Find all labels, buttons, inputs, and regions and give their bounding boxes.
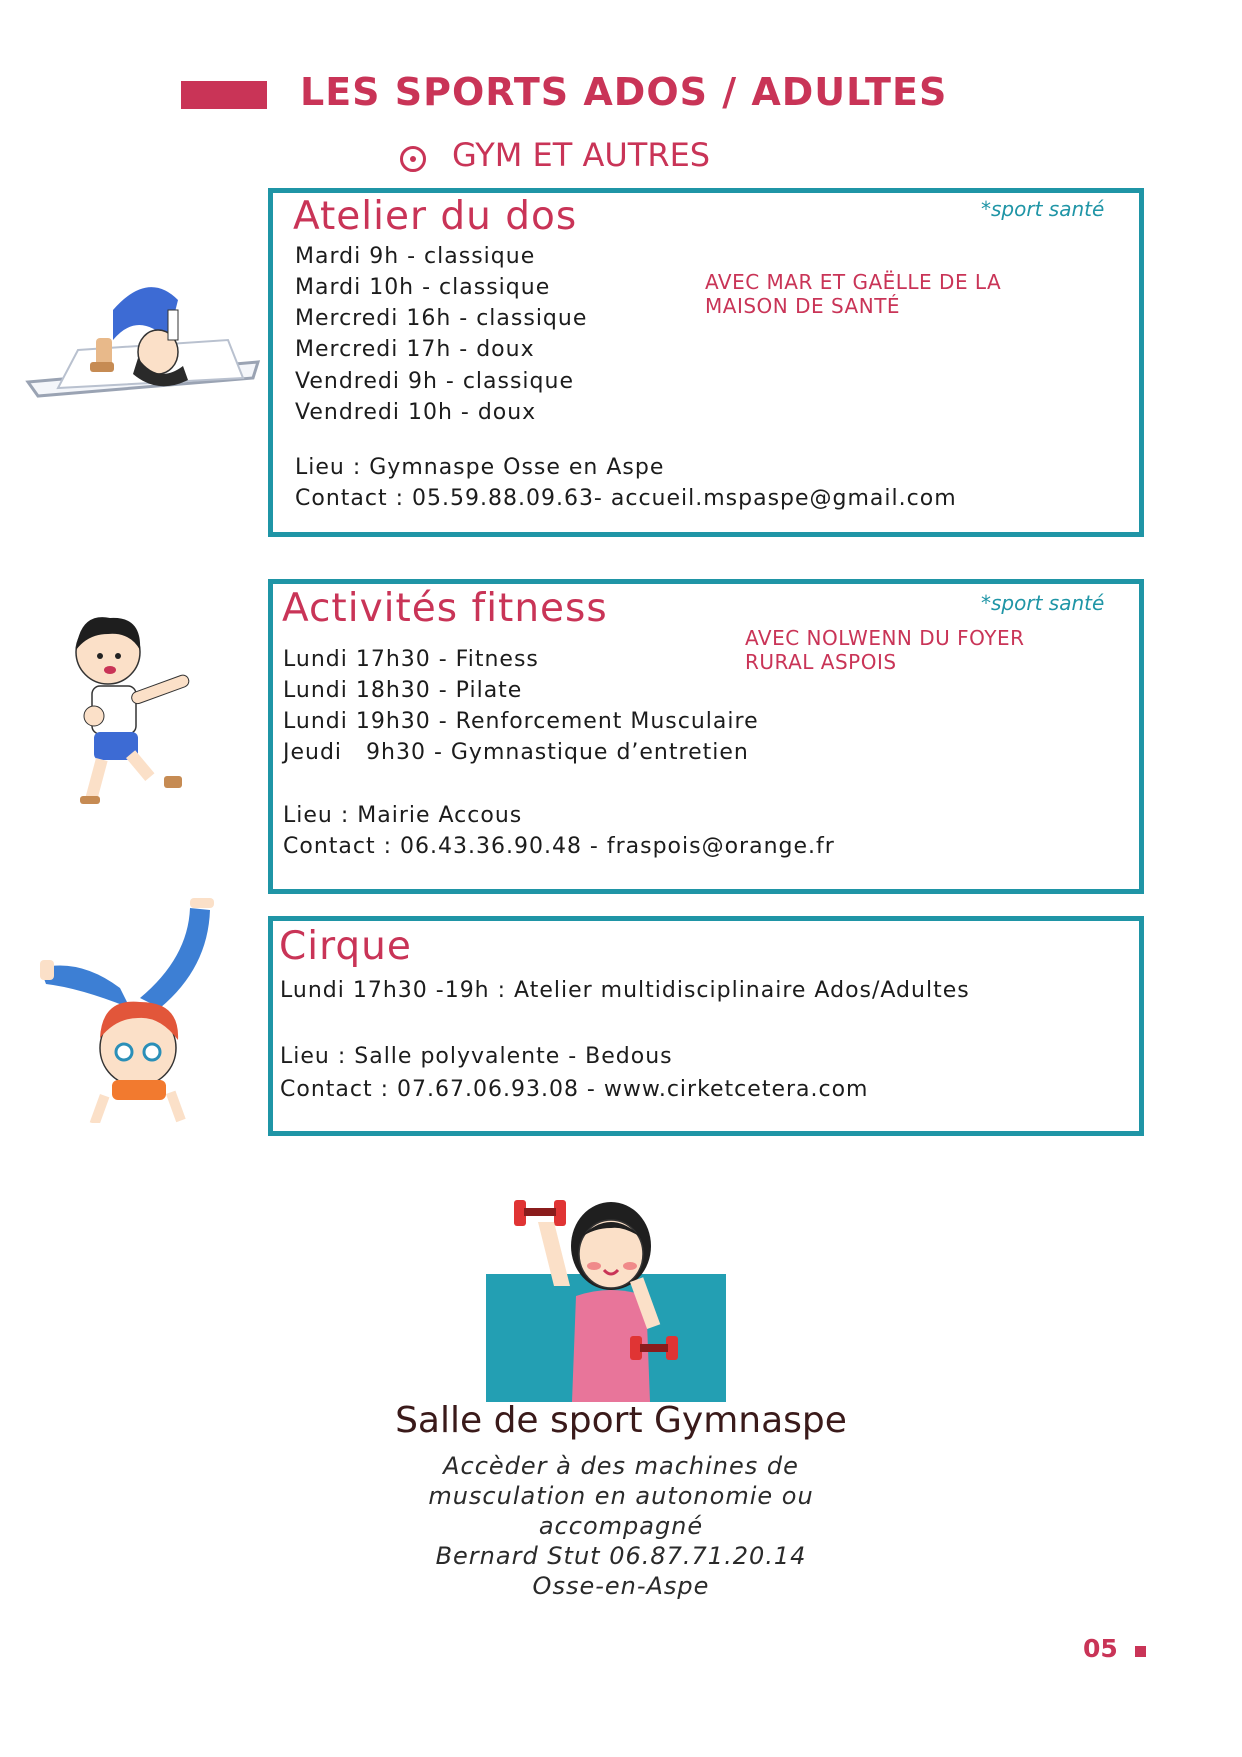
header-accent-bar — [181, 81, 267, 109]
location-line: Lieu : Gymnaspe Osse en Aspe — [295, 455, 665, 480]
sport-sante-tag: *sport santé — [981, 197, 1105, 221]
schedule-line: Vendredi 9h - classique — [295, 369, 574, 394]
schedule-line: Mardi 10h - classique — [295, 275, 551, 300]
gymnaspe-description-line: accompagné — [538, 1512, 704, 1540]
schedule-line: Lundi 19h30 - Renforcement Musculaire — [283, 709, 759, 734]
schedule-line: Lundi 18h30 - Pilate — [283, 678, 523, 703]
schedule-line: Lundi 17h30 -19h : Atelier multidisciplinaire Ados/Adultes — [280, 978, 970, 1003]
fitness-boy-illustration-icon — [60, 612, 210, 812]
schedule-line: Mercredi 16h - classique — [295, 306, 588, 331]
gymnaspe-description-line: Accèder à des machines de — [443, 1452, 799, 1480]
atelier-du-dos-title: Atelier du dos — [293, 194, 578, 239]
page-title: LES SPORTS ADOS / ADULTES — [300, 70, 948, 114]
back-stretch-illustration-icon — [18, 270, 263, 402]
schedule-line: Lundi 17h30 - Fitness — [283, 647, 539, 672]
schedule-line: Jeudi 9h30 - Gymnastique d’entretien — [283, 740, 749, 765]
sport-sante-tag: *sport santé — [981, 591, 1105, 615]
gymnaspe-title: Salle de sport Gymnaspe — [395, 1400, 847, 1441]
atelier-du-dos-card — [268, 188, 1144, 537]
location-line: Lieu : Mairie Accous — [283, 803, 523, 828]
organizer-line: MAISON DE SANTÉ — [705, 294, 901, 318]
organizer-line: RURAL ASPOIS — [745, 650, 897, 674]
page-number: 05 — [1083, 1634, 1118, 1663]
gymnaspe-description-line: musculation en autonomie ou — [428, 1482, 814, 1510]
cartwheel-kid-illustration-icon — [40, 898, 230, 1123]
gymnaspe-location-line: Osse-en-Aspe — [532, 1572, 710, 1600]
activites-fitness-title: Activités fitness — [282, 586, 608, 631]
contact-line: Contact : 06.43.36.90.48 - fraspois@orange.fr — [283, 834, 835, 859]
cirque-title: Cirque — [279, 924, 412, 969]
page-marker-square-icon — [1135, 1646, 1146, 1657]
dumbbell-woman-illustration-icon — [484, 1186, 729, 1403]
target-bullet-icon — [400, 146, 426, 172]
organizer-line: AVEC NOLWENN DU FOYER — [745, 626, 1025, 650]
schedule-line: Mercredi 17h - doux — [295, 337, 535, 362]
organizer-line: AVEC MAR ET GAËLLE DE LA — [705, 270, 1002, 294]
schedule-line: Mardi 9h - classique — [295, 244, 536, 269]
contact-line: Contact : 05.59.88.09.63- accueil.mspaspe@gmail.com — [295, 486, 957, 511]
contact-line: Contact : 07.67.06.93.08 - www.cirketcetera.com — [280, 1077, 869, 1102]
location-line: Lieu : Salle polyvalente - Bedous — [280, 1044, 673, 1069]
schedule-line: Vendredi 10h - doux — [295, 400, 537, 425]
gymnaspe-contact-line: Bernard Stut 06.87.71.20.14 — [435, 1542, 807, 1570]
section-subtitle: GYM ET AUTRES — [452, 136, 711, 174]
